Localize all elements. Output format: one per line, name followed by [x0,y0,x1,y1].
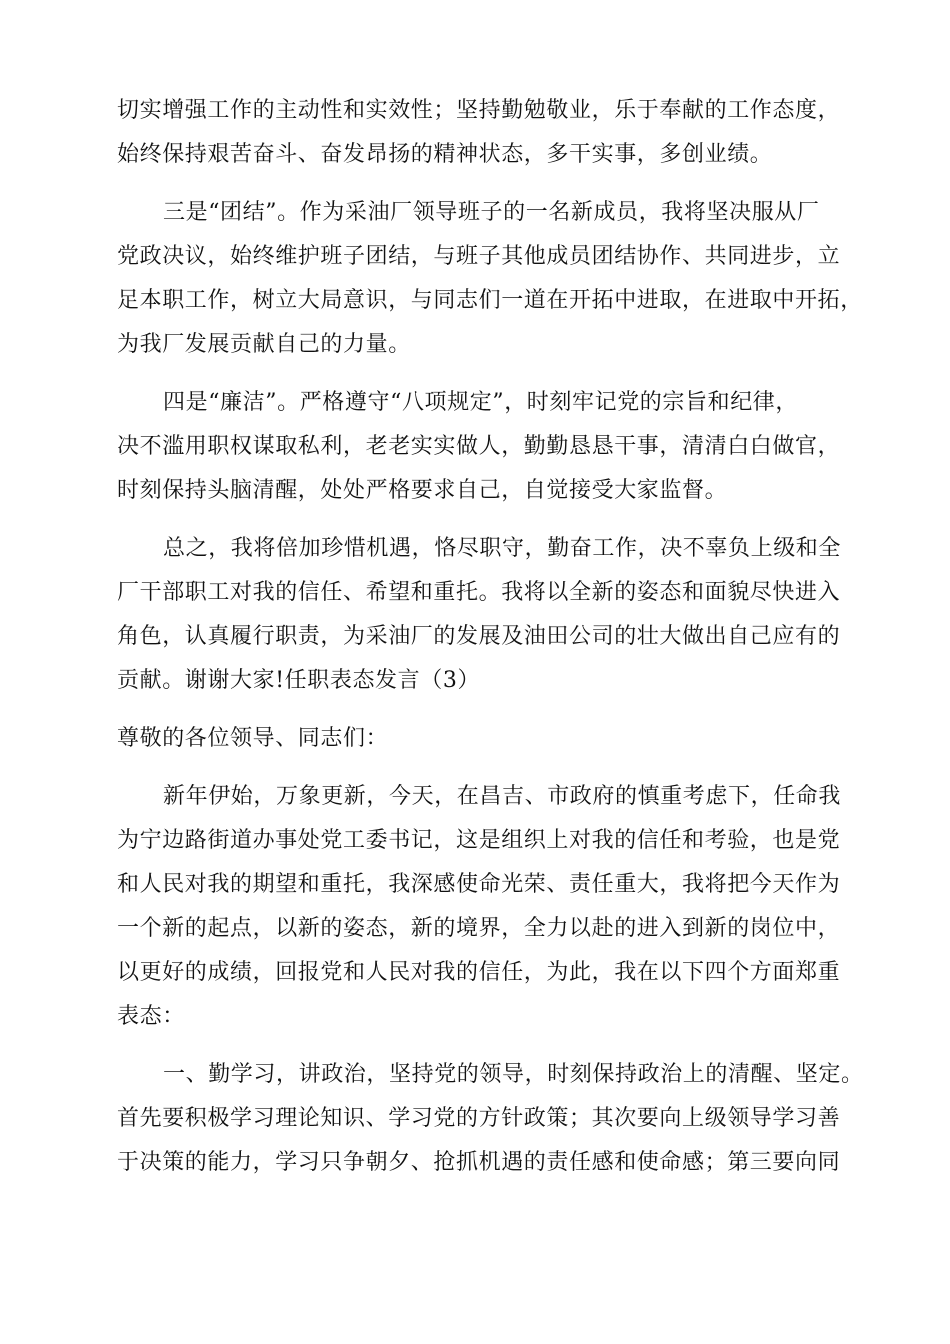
text-line: 尊敬的各位领导、同志们： [117,726,389,751]
text-line: 为宁边路街道办事处党工委书记，这是组织上对我的信任和考验，也是党 [117,828,841,853]
text-line: 四是“廉洁”。严格遵守“八项规定”，时刻牢记党的宗旨和纪律， [163,390,798,415]
text-line: 厂干部职工对我的信任、希望和重托。我将以全新的姿态和面貌尽快进入 [117,580,841,605]
text-line: 首先要积极学习理论知识、学习党的方针政策；其次要向上级领导学习善 [117,1106,841,1131]
text-line: 新年伊始，万象更新，今天，在昌吉、市政府的慎重考虑下，任命我 [163,784,842,809]
text-line: 表态： [117,1004,185,1029]
text-line: 足本职工作，树立大局意识，与同志们一道在开拓中进取，在进取中开拓， [117,288,863,313]
text-line: 为我厂发展贡献自己的力量。 [117,332,411,357]
text-line: 于决策的能力，学习只争朝夕、抢抓机遇的责任感和使命感；第三要向同 [117,1150,841,1175]
text-line: 时刻保持头脑清醒，处处严格要求自己，自觉接受大家监督。 [117,478,728,503]
text-line: 总之，我将倍加珍惜机遇，恪尽职守，勤奋工作，决不辜负上级和全 [163,536,842,561]
text-line: 始终保持艰苦奋斗、奋发昂扬的精神状态，多干实事，多创业绩。 [117,142,773,167]
text-line: 切实增强工作的主动性和实效性；坚持勤勉敬业，乐于奉献的工作态度， [117,98,841,123]
text-line: 一、勤学习，讲政治，坚持党的领导，时刻保持政治上的清醒、坚定。 [163,1062,864,1087]
text-line: 贡献。谢谢大家!任职表态发言（3） [117,668,481,693]
text-line: 以更好的成绩，回报党和人民对我的信任，为此，我在以下四个方面郑重 [117,960,841,985]
text-line: 一个新的起点，以新的姿态，新的境界，全力以赴的进入到新的岗位中， [117,916,841,941]
text-line: 决不滥用职权谋取私利，老老实实做人，勤勤恳恳干事，清清白白做官， [117,434,841,459]
text-line: 角色，认真履行职责，为采油厂的发展及油田公司的壮大做出自己应有的 [117,624,841,649]
text-line: 党政决议，始终维护班子团结，与班子其他成员团结协作、共同进步，立 [117,244,841,269]
text-line: 和人民对我的期望和重托，我深感使命光荣、责任重大，我将把今天作为 [117,872,841,897]
text-line: 三是“团结”。作为采油厂领导班子的一名新成员，我将坚决服从厂 [163,200,820,225]
